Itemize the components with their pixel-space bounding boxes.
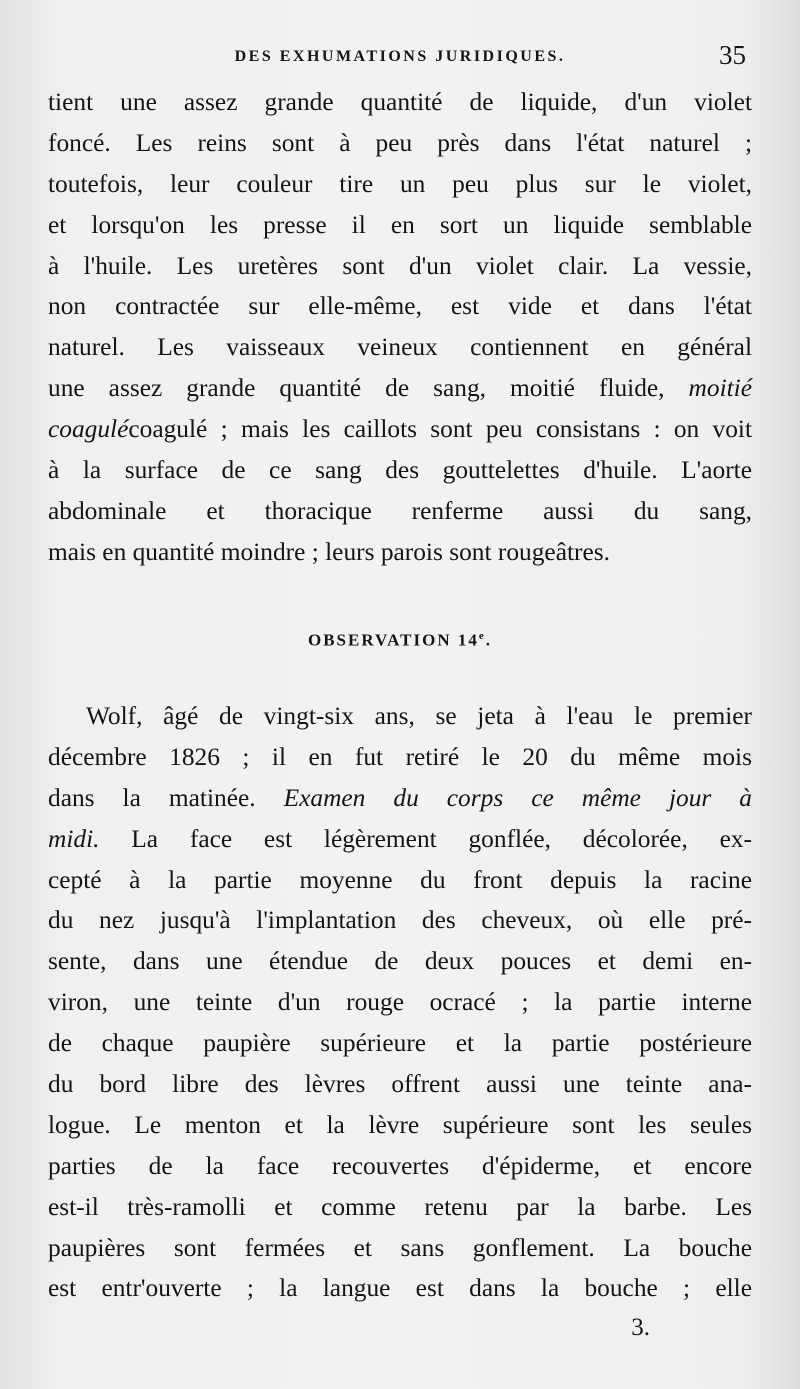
text-line bbox=[48, 409, 752, 450]
observation-ordinal: e bbox=[478, 630, 486, 642]
text-line: viron, une teinte d'un rouge ocracé ; la partie interne bbox=[48, 988, 752, 1017]
running-title: DES EXHUMATIONS JURIDIQUES. bbox=[234, 48, 566, 65]
text-line: est-il très-ramolli et comme retenu par la barbe. Les bbox=[48, 1192, 752, 1221]
text-line: de chaque paupière supérieure et la partie postérieure bbox=[48, 1029, 752, 1058]
paragraph-observation bbox=[48, 696, 752, 1309]
text-line: paupières sont fermées et sans gonflement. La bouche bbox=[48, 1233, 752, 1262]
running-head bbox=[48, 40, 752, 80]
observation-suffix: . bbox=[485, 630, 492, 650]
text-line: et lorsqu'on les presse il en sort un liquide semblable bbox=[48, 210, 752, 239]
text-line bbox=[48, 368, 752, 409]
text-run: La face est légèrement gonflée, décolorée, ex- bbox=[99, 824, 752, 853]
observation-heading bbox=[0, 630, 800, 651]
text-line: non contractée sur elle-même, est vide et dans l'état bbox=[48, 292, 752, 321]
text-run: une assez grande quantité de sang, moitié fluide, bbox=[48, 374, 689, 403]
italic-run: coagulé bbox=[48, 415, 129, 444]
text-line: toutefois, leur couleur tire un peu plus sur le violet, bbox=[48, 169, 752, 198]
text-line: foncé. Les reins sont à peu près dans l'état naturel ; bbox=[48, 128, 752, 157]
italic-run: moitié bbox=[688, 374, 752, 403]
page-number: 35 bbox=[719, 40, 746, 70]
text-line bbox=[48, 778, 752, 819]
text-run: dans la matinée. bbox=[48, 783, 284, 812]
text-line: décembre 1826 ; il en fut retiré le 20 du même mois bbox=[48, 742, 752, 771]
text-line: logue. Le menton et la lèvre supérieure sont les seules bbox=[48, 1110, 752, 1139]
text-line: est entr'ouverte ; la langue est dans la bouche ; elle bbox=[48, 1274, 752, 1303]
text-line: parties de la face recouvertes d'épiderme, et encore bbox=[48, 1151, 752, 1180]
italic-run: midi. bbox=[48, 824, 100, 853]
text-line bbox=[48, 819, 752, 860]
text-line: mais en quantité moindre ; leurs parois sont rougeâtres. bbox=[48, 537, 610, 566]
text-line: du nez jusqu'à l'implantation des cheveux, où elle pré- bbox=[48, 906, 752, 935]
text-line: à l'huile. Les uretères sont d'un violet clair. La vessie, bbox=[48, 251, 752, 280]
signature-mark: 3. bbox=[631, 1314, 650, 1341]
text-line: cepté à la partie moyenne du front depuis la racine bbox=[48, 865, 752, 894]
italic-run: Examen du corps ce même jour à bbox=[283, 783, 752, 812]
text-line: sente, dans une étendue de deux pouces et demi en- bbox=[48, 947, 752, 976]
text-run: coagulé ; mais les caillots sont peu consistans : on voit bbox=[128, 415, 752, 444]
observation-label: OBSERVATION 14 bbox=[308, 630, 479, 650]
text-line: abdominale et thoracique renferme aussi du sang, bbox=[48, 496, 752, 525]
text-line: Wolf, âgé de vingt-six ans, se jeta à l'eau le premier bbox=[86, 702, 752, 730]
paragraph-continued bbox=[48, 82, 752, 573]
text-line: à la surface de ce sang des gouttelettes d'huile. L'aorte bbox=[48, 456, 752, 485]
text-line: naturel. Les vaisseaux veineux contiennent en général bbox=[48, 333, 752, 362]
text-line: tient une assez grande quantité de liquide, d'un violet bbox=[48, 88, 752, 116]
text-line: du bord libre des lèvres offrent aussi une teinte ana- bbox=[48, 1070, 752, 1099]
